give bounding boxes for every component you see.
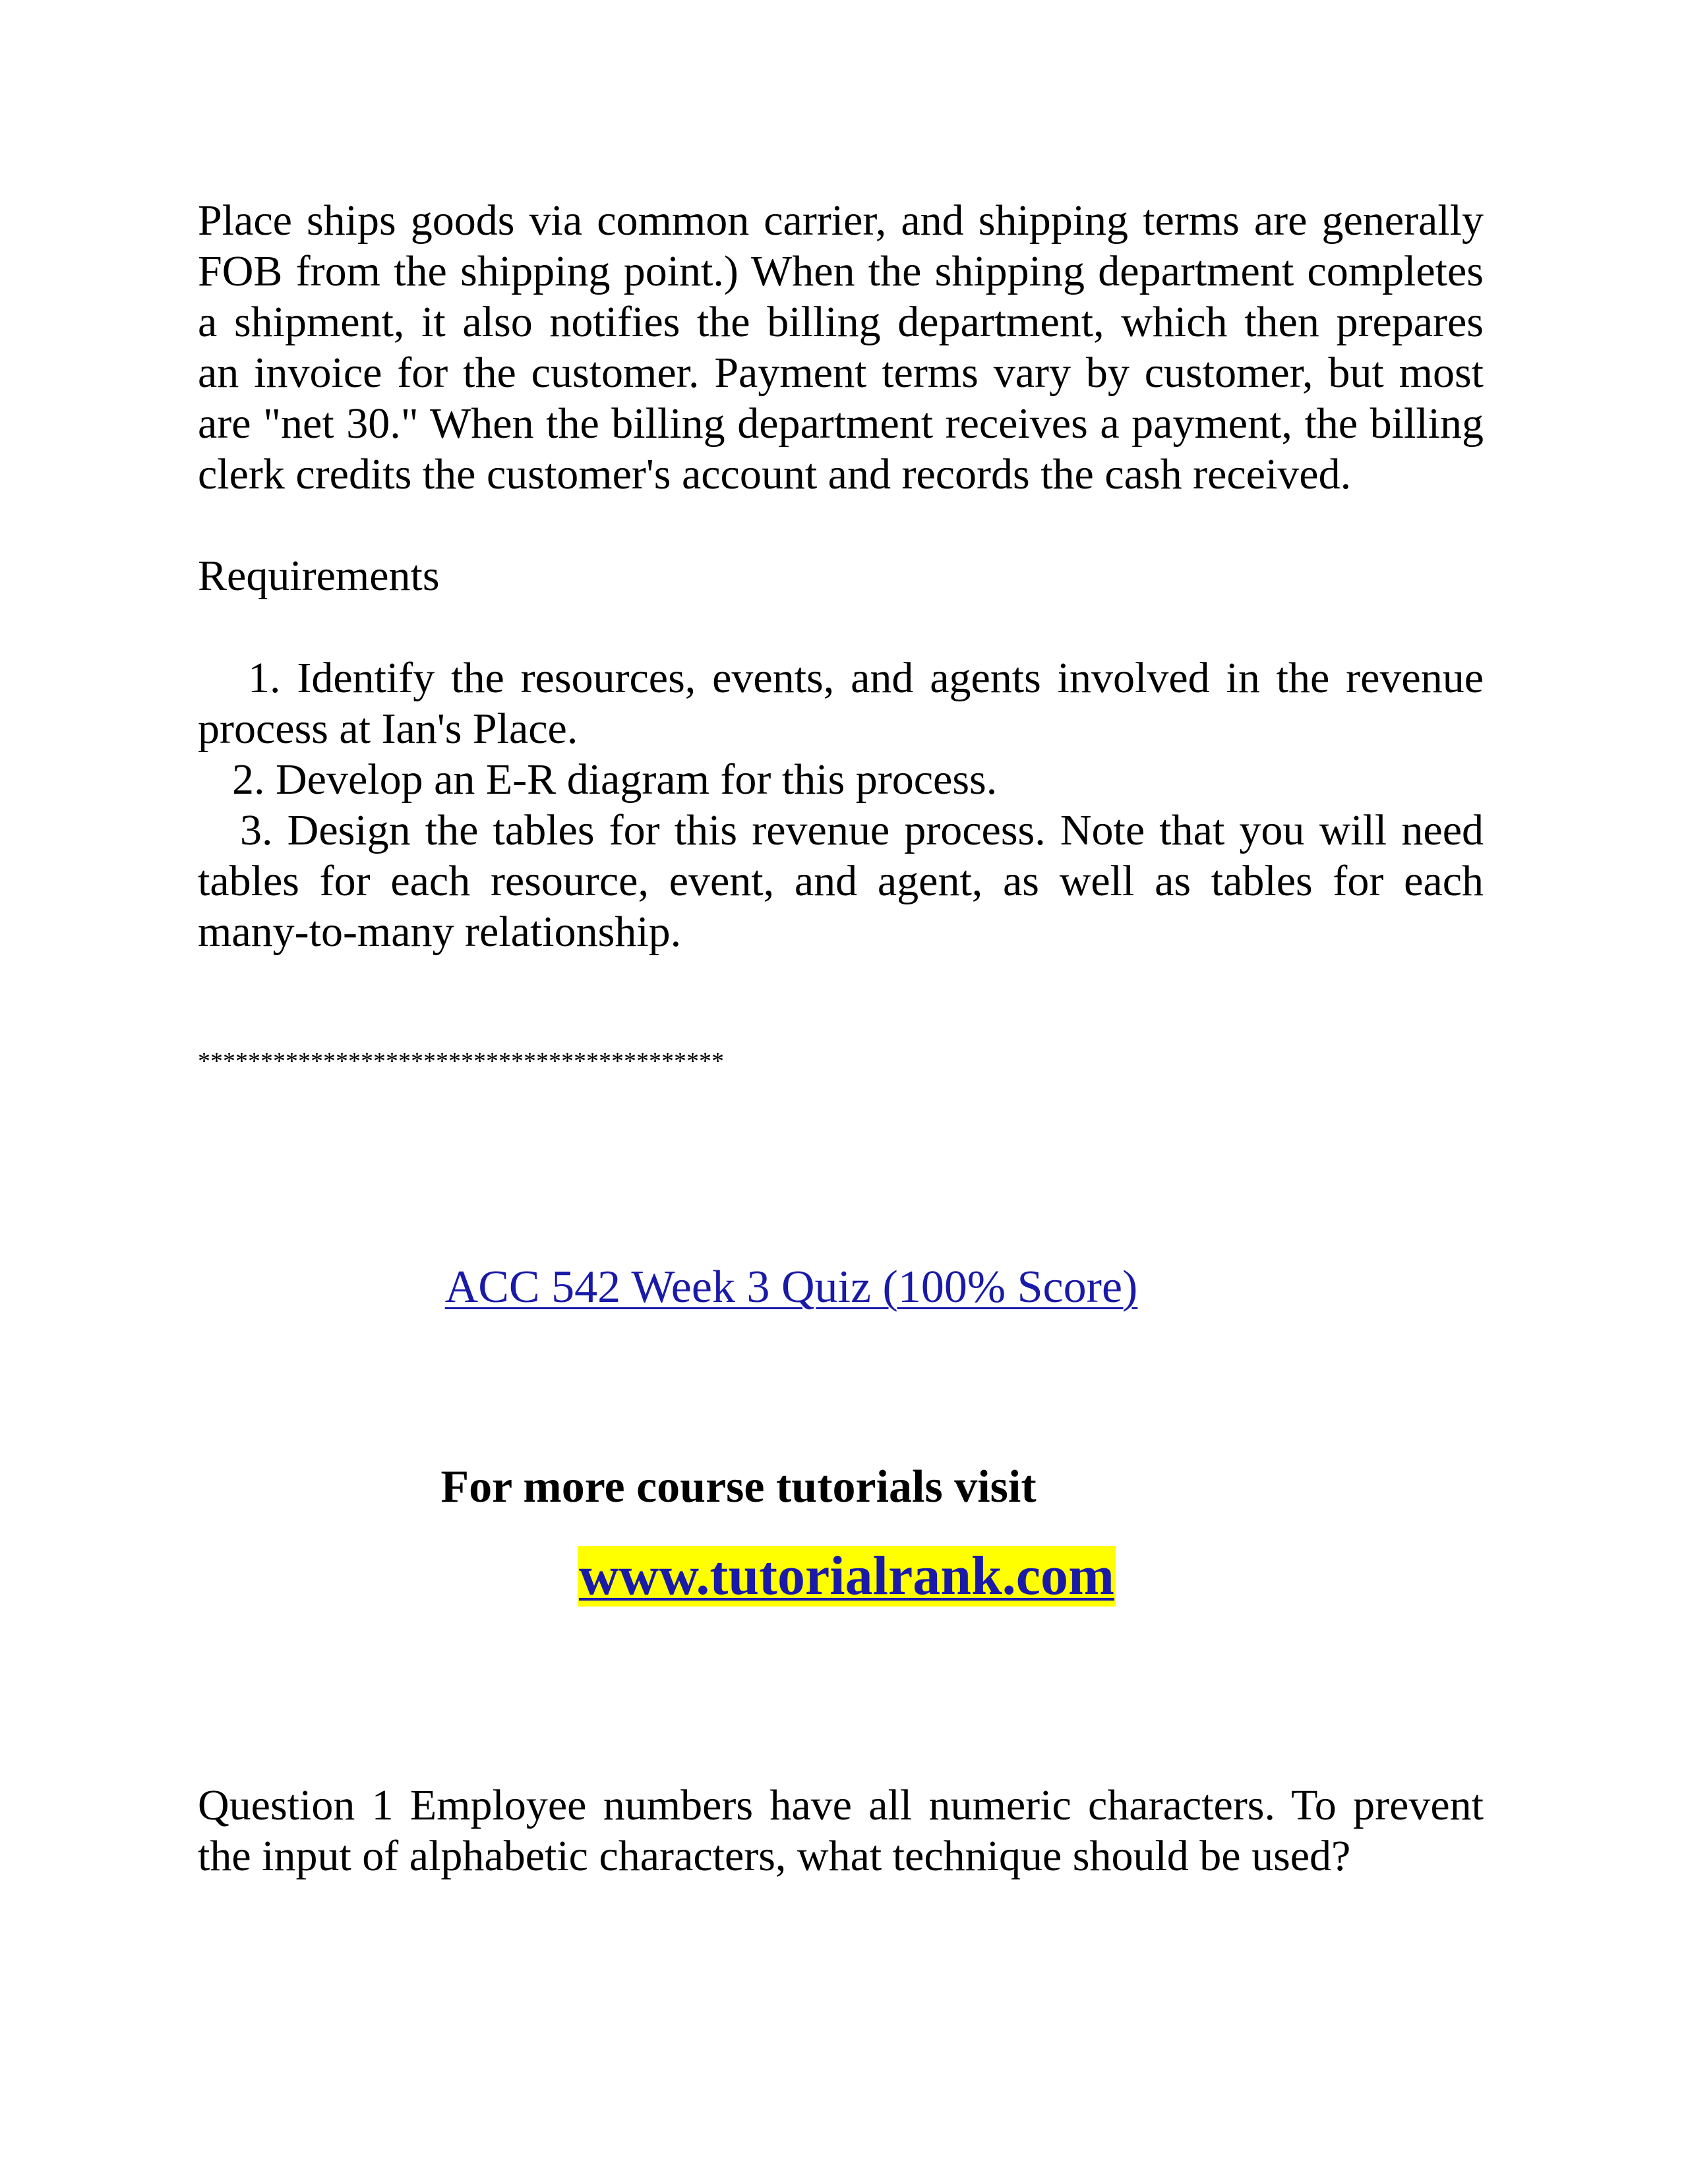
requirements-heading: Requirements	[198, 552, 440, 600]
requirement-3-line: 3. Design the tables for this revenue process. Note that you will need	[240, 806, 1484, 854]
requirement-1-line: process at Ian's Place.	[198, 705, 578, 753]
intro-line: are "net 30." When the billing department receives a payment, the billing	[198, 399, 1484, 448]
site-link[interactable]: www.tutorialrank.com	[579, 1545, 1114, 1607]
intro-line: FOB from the shipping point.) When the shipping department completes	[198, 247, 1484, 295]
requirement-1-line: 1. Identify the resources, events, and agents involved in the revenue	[248, 654, 1484, 702]
more-tutorials-heading: For more course tutorials visit	[440, 1461, 1037, 1512]
site-link-highlight	[578, 1546, 1116, 1607]
question-line: the input of alphabetic characters, what technique should be used?	[198, 1832, 1351, 1880]
quiz-link-container	[0, 1260, 1688, 1314]
quiz-link[interactable]: ACC 542 Week 3 Quiz (100% Score)	[444, 1262, 1138, 1313]
intro-line: clerk credits the customer's account and records the cash received.	[198, 450, 1352, 498]
requirement-3-line: many-to-many relationship.	[198, 908, 682, 956]
intro-line: Place ships goods via common carrier, and shipping terms are generally	[198, 196, 1484, 245]
requirements-list	[198, 653, 1484, 957]
question-line: Question 1 Employee numbers have all numeric characters. To prevent	[198, 1781, 1484, 1829]
intro-paragraph	[198, 195, 1484, 500]
intro-line: an invoice for the customer. Payment terms vary by customer, but most	[198, 349, 1484, 397]
question-1	[198, 1780, 1484, 1881]
asterisk-separator: ******************************************	[198, 1048, 724, 1075]
requirement-2-line: 2. Develop an E-R diagram for this process.	[232, 755, 998, 804]
intro-line: a shipment, it also notifies the billing department, which then prepares	[198, 298, 1484, 346]
requirement-3-line: tables for each resource, event, and agent, as well as tables for each	[198, 857, 1484, 905]
